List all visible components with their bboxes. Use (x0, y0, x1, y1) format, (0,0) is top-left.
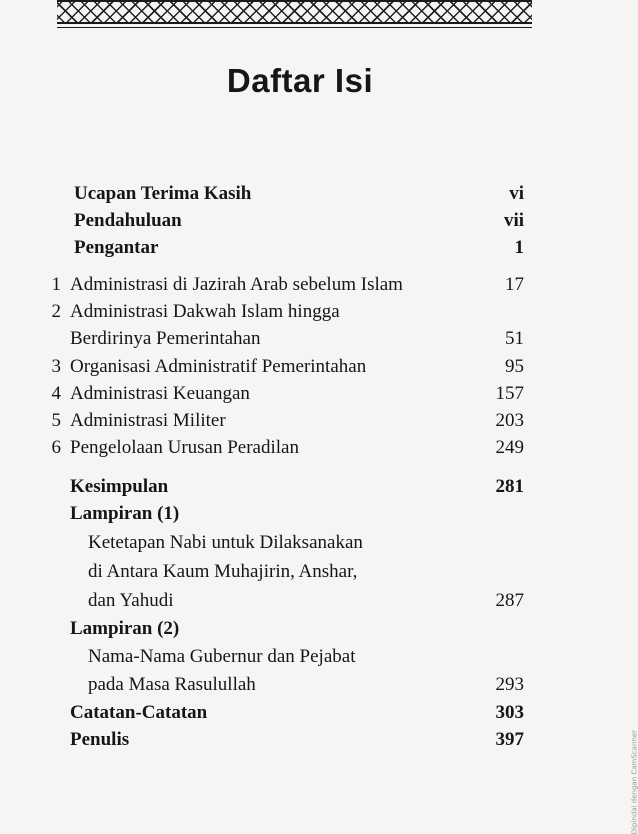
toc-entry-label: Lampiran (2) (70, 618, 180, 639)
chapter-title: Administrasi Keuangan (70, 383, 250, 404)
toc-entry-page: vi (509, 183, 524, 204)
chapter-number: 2 (51, 301, 61, 322)
chapter-title: Organisasi Administratif Pemerintahan (70, 356, 367, 377)
toc-entry-page: vii (503, 210, 524, 231)
toc-entry-label: Pengantar (74, 237, 159, 258)
chapter-title: Pengelolaan Urusan Peradilan (70, 437, 299, 458)
lampiran-2-page: 293 (495, 674, 524, 695)
chapter-number: 5 (51, 410, 61, 431)
toc-entry-page: 397 (495, 729, 524, 750)
border-rule (57, 27, 532, 28)
toc-entry-page: 303 (495, 702, 524, 723)
chapter-number: 3 (51, 356, 61, 377)
lampiran-2-text: Nama-Nama Gubernur dan Pejabat (88, 646, 356, 667)
lampiran-1-text: dan Yahudi (88, 590, 174, 611)
chapter-title: Administrasi Militer (70, 410, 226, 431)
chapter-page: 51 (505, 328, 524, 349)
toc-entry-label: Ucapan Terima Kasih (74, 183, 252, 204)
chapter-number: 1 (51, 274, 61, 295)
chapter-title: Administrasi di Jazirah Arab sebelum Islam (70, 274, 403, 295)
scanner-watermark: Dipindai dengan CamScanner (630, 730, 638, 834)
lampiran-2-text: pada Masa Rasulullah (88, 674, 256, 695)
chapter-page: 203 (495, 410, 524, 431)
toc-entry-page: 1 (514, 237, 524, 258)
chapter-title: Administrasi Dakwah Islam hingga (70, 301, 340, 322)
toc-entry-label: Lampiran (1) (70, 503, 180, 524)
chapter-page: 95 (505, 356, 524, 377)
lampiran-1-page: 287 (495, 590, 524, 611)
lampiran-1-text: Ketetapan Nabi untuk Dilaksanakan (88, 532, 363, 553)
page-title: Daftar Isi (226, 62, 374, 99)
lampiran-1-text: di Antara Kaum Muhajirin, Anshar, (88, 561, 358, 582)
chapter-page: 249 (495, 437, 524, 458)
toc-entry-label: Catatan-Catatan (70, 702, 208, 723)
toc-entry-label: Penulis (70, 729, 130, 750)
chapter-number: 6 (51, 437, 61, 458)
toc-entry-label: Pendahuluan (74, 210, 182, 231)
toc-entry-label: Kesimpulan (70, 476, 169, 497)
toc-entry-page: 281 (495, 476, 524, 497)
ornamental-border (57, 0, 532, 24)
chapter-page: 17 (505, 274, 524, 295)
chapter-title-continued: Berdirinya Pemerintahan (70, 328, 261, 349)
chapter-number: 4 (51, 383, 61, 404)
chapter-page: 157 (495, 383, 524, 404)
